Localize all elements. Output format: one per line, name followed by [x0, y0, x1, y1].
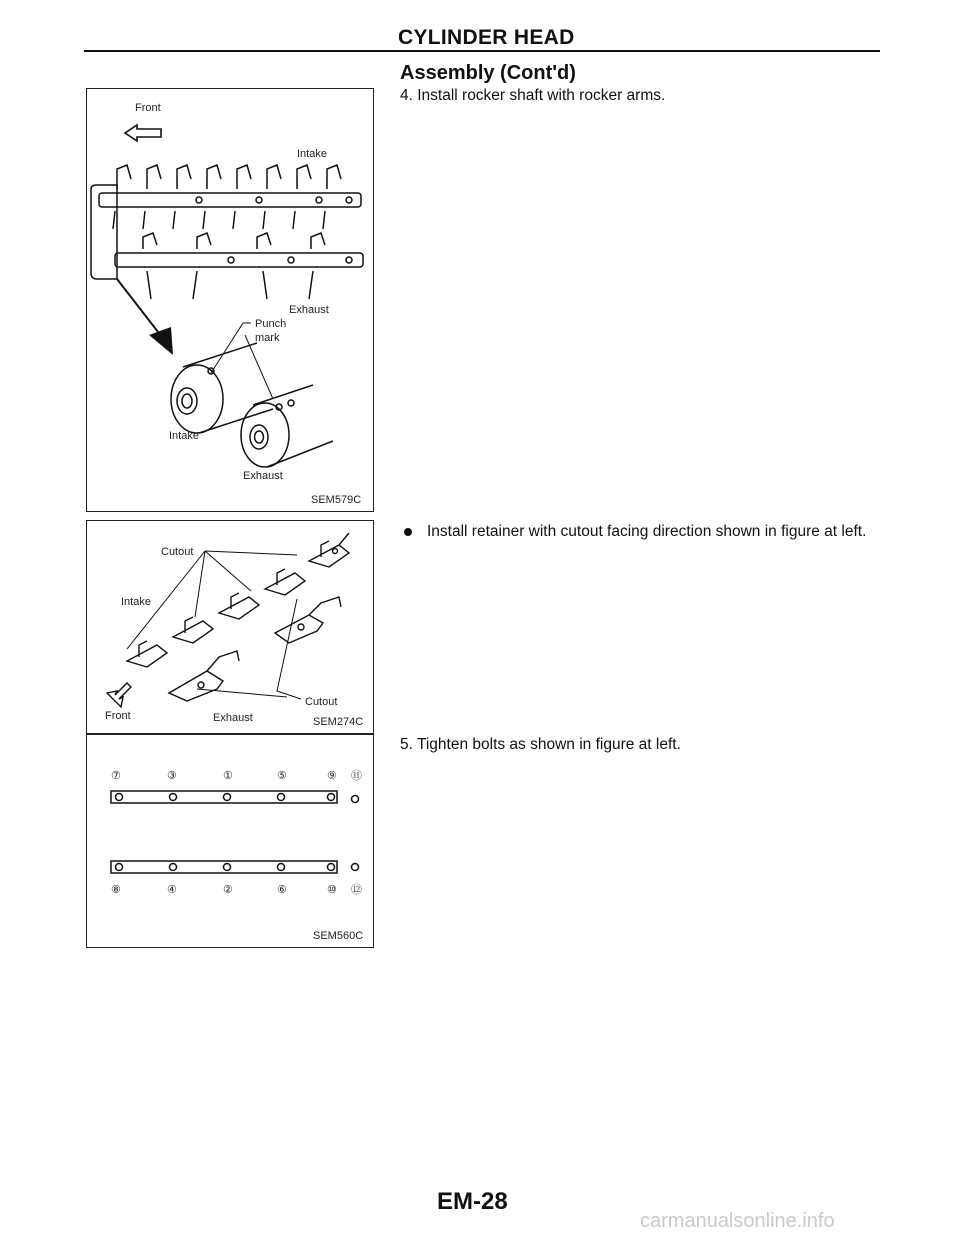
figure-code: SEM579C [311, 494, 362, 506]
header-rule [84, 50, 880, 52]
cutout-leaders [127, 551, 297, 649]
exhaust-leader [197, 689, 287, 697]
bottom-sequence-numbers [111, 883, 362, 896]
page-number: EM-28 [437, 1188, 508, 1215]
figure-label-intake-bottom: Intake [169, 430, 199, 442]
figure-label-exhaust-bottom: Exhaust [243, 470, 283, 482]
top-sequence-numbers [111, 769, 362, 782]
bolt-number: ⑫ [351, 884, 362, 896]
figure-label-intake-top: Intake [297, 148, 327, 160]
figure-label-exhaust-top: Exhaust [289, 304, 329, 316]
bolt-number: ② [223, 884, 233, 896]
figure-rocker-shaft [86, 88, 374, 512]
figure-label-cutout-top: Cutout [161, 546, 194, 558]
figure-code: SEM274C [313, 716, 364, 728]
exhaust-shaft-end-drawing [241, 385, 333, 467]
bolt-number: ④ [167, 884, 177, 896]
front-arrow-icon [125, 125, 161, 141]
front-arrow-icon [107, 683, 131, 707]
step-retainer-text: Install retainer with cutout facing direction shown in figure at left. [427, 523, 867, 540]
bullet-icon [404, 528, 412, 536]
intake-shaft-drawing [99, 165, 361, 229]
bolt-number: ⑩ [327, 884, 337, 896]
figure-label-front: Front [135, 102, 161, 114]
figure-label-intake: Intake [121, 596, 151, 608]
section-title: Assembly (Cont'd) [400, 62, 576, 84]
bolt-number: ⑨ [327, 770, 337, 782]
bolt-number: ③ [167, 770, 177, 782]
cutout-bottom-leader [277, 599, 301, 699]
detail-arrow-head-icon [149, 327, 173, 355]
step-retainer [404, 522, 880, 542]
figure-label-front: Front [105, 710, 131, 722]
watermark: carmanualsonline.info [640, 1210, 835, 1232]
page-header-title: CYLINDER HEAD [398, 26, 575, 49]
bolt-number: ① [223, 770, 233, 782]
top-bracket-drawing [111, 791, 359, 803]
figure-bolt-sequence [86, 734, 374, 948]
bolt-number: ⑦ [111, 770, 121, 782]
punch-mark-leader [211, 323, 251, 373]
bolt-number: ⑪ [351, 770, 362, 782]
figure-label-exhaust: Exhaust [213, 712, 253, 724]
step-5: 5. Tighten bolts as shown in figure at left. [400, 736, 681, 753]
detail-arrow-line [117, 279, 165, 341]
figure-label-punch-mark-2: mark [255, 332, 280, 344]
figure-retainer [86, 520, 374, 734]
bolt-number: ⑤ [277, 770, 287, 782]
detail-circle [91, 185, 117, 279]
bolt-number: ⑥ [277, 884, 287, 896]
exhaust-shaft-drawing [115, 233, 363, 299]
figure-code: SEM560C [313, 930, 364, 942]
exhaust-retainers-drawing [169, 597, 341, 701]
bolt-number: ⑧ [111, 884, 121, 896]
step-4: 4. Install rocker shaft with rocker arms. [400, 87, 666, 104]
figure-label-cutout-bottom: Cutout [305, 696, 338, 708]
figure-label-punch-mark-1: Punch [255, 318, 287, 330]
bottom-bracket-drawing [111, 861, 359, 873]
punch-mark-leader-2 [245, 335, 273, 399]
